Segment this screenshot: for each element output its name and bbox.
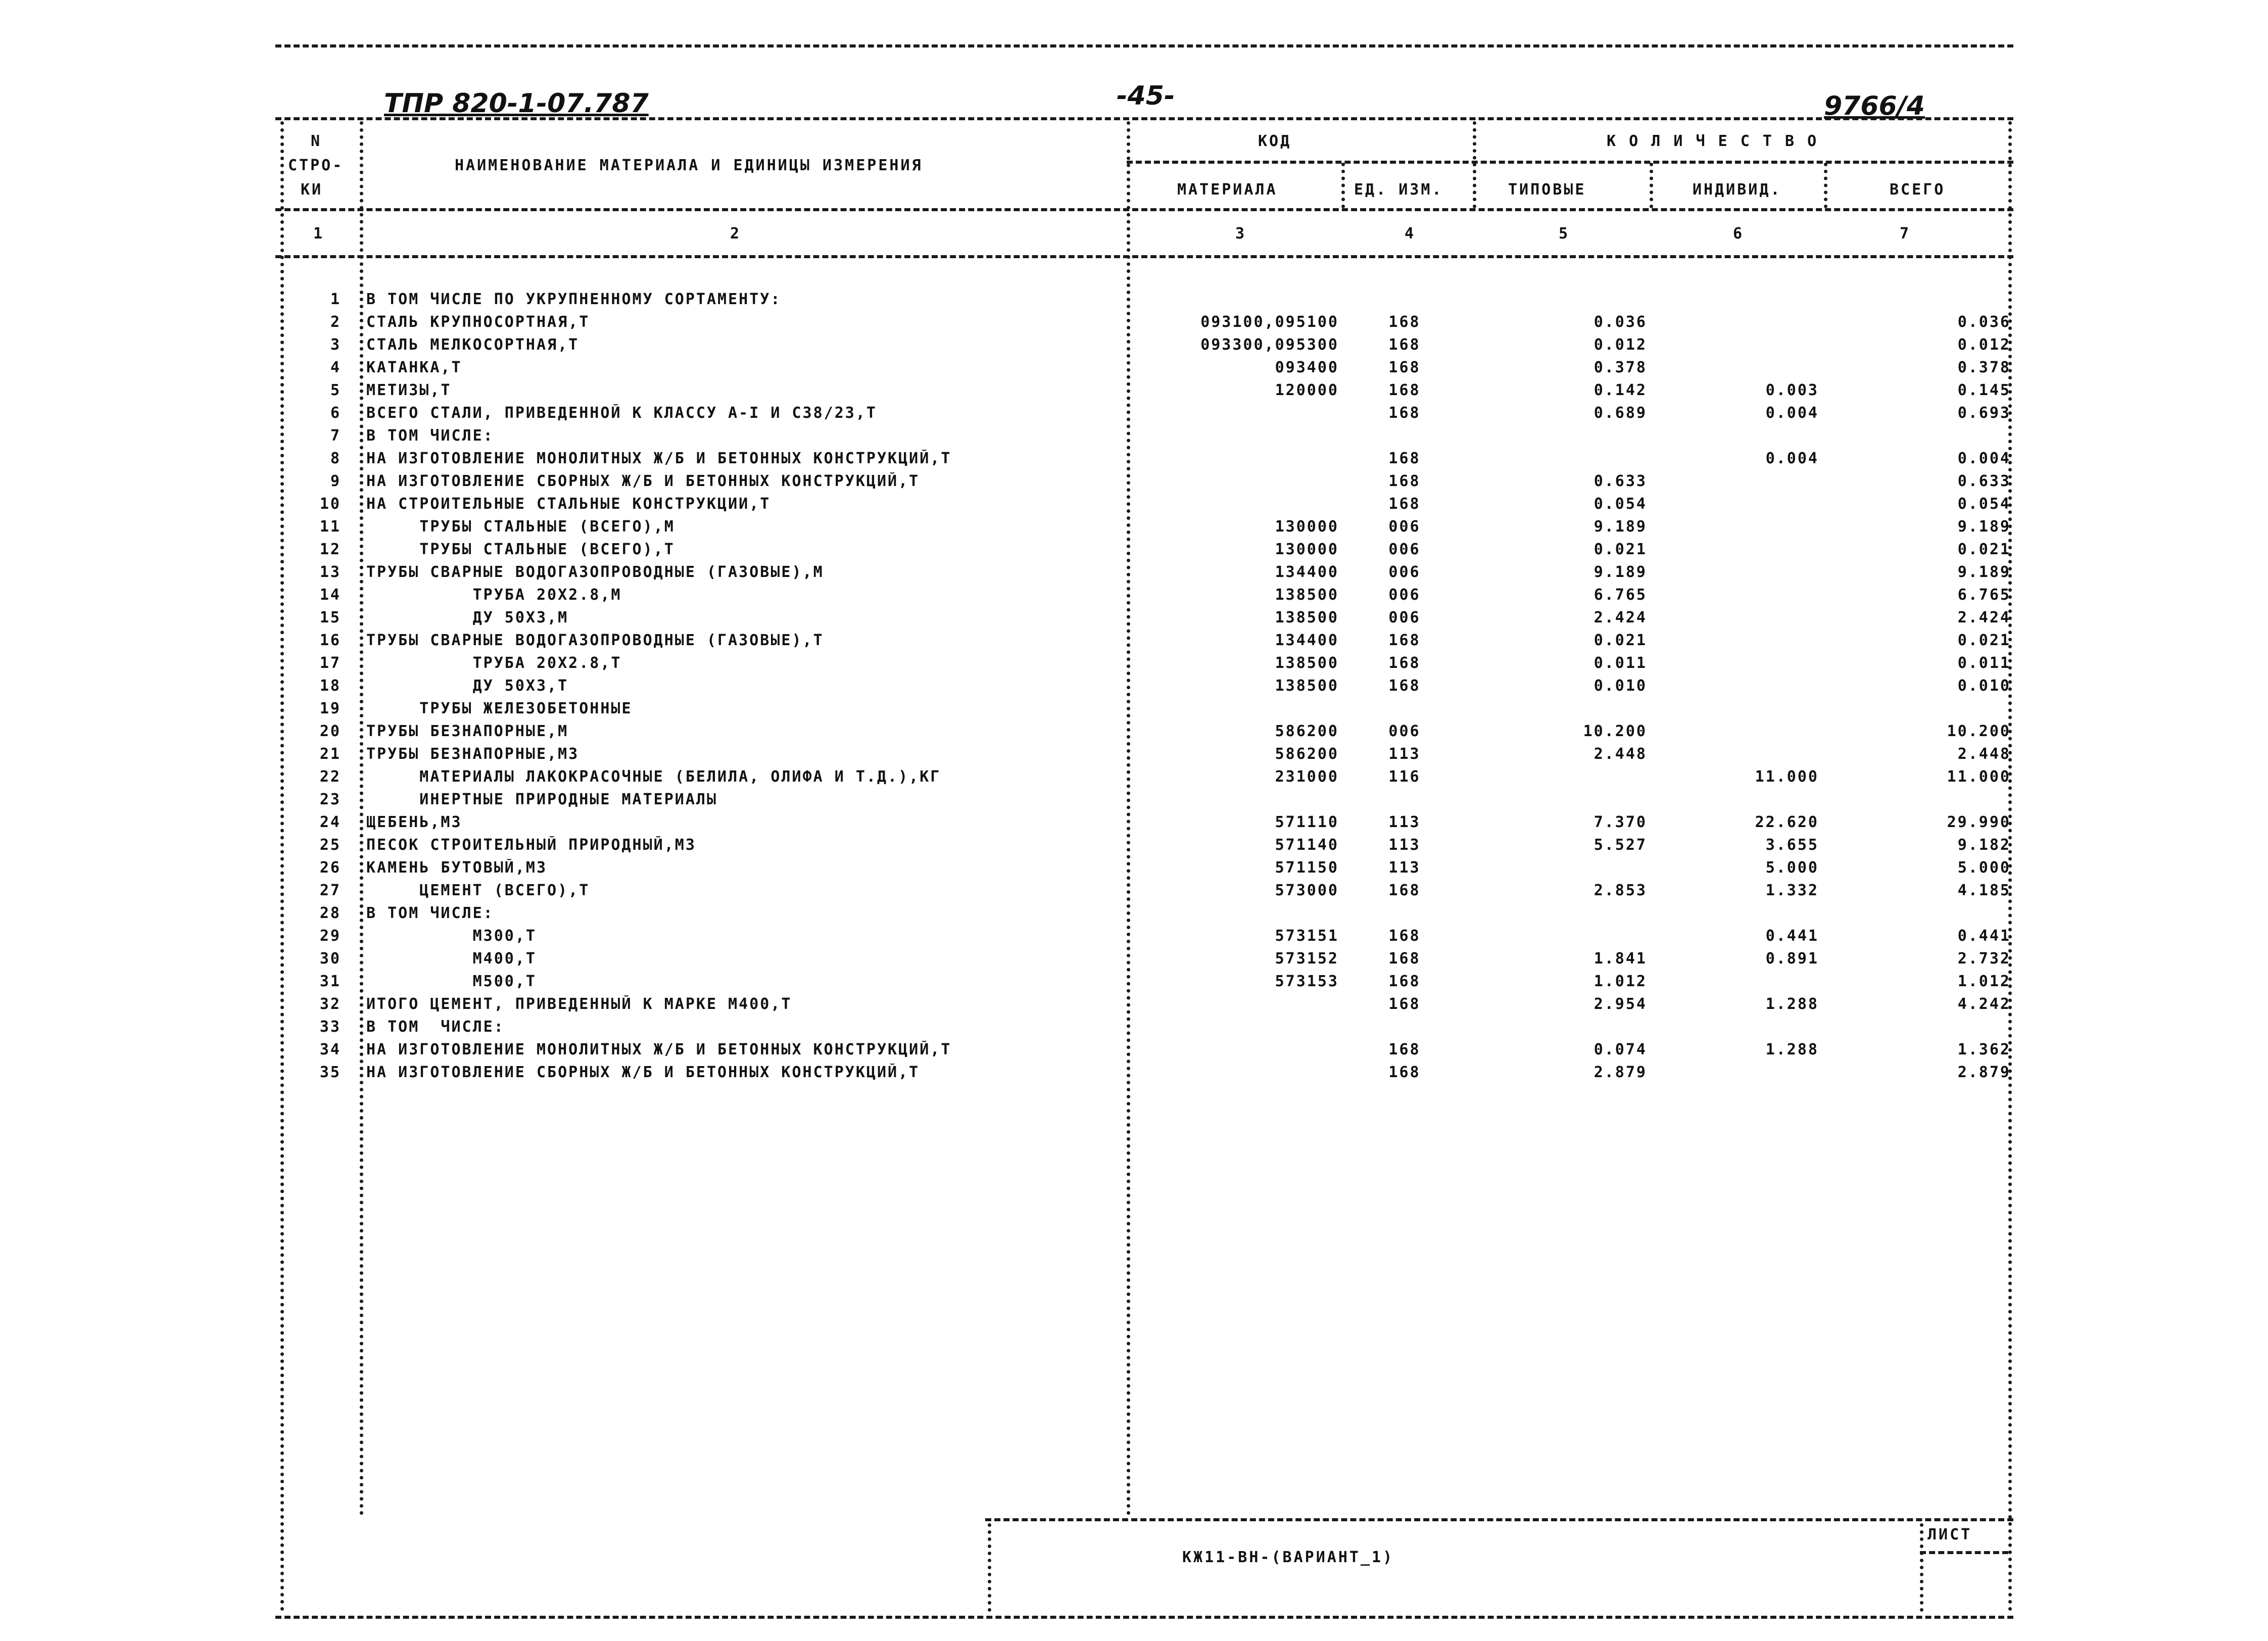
table-row: 7 В ТОМ ЧИСЛЕ: xyxy=(330,427,494,445)
column-number-7: 7 xyxy=(1900,225,1911,243)
heading-material-name: НАИМЕНОВАНИЕ МАТЕРИАЛА И ЕДИНИЦЫ ИЗМЕРЕНИЯ xyxy=(455,157,923,174)
colnum-rule xyxy=(275,255,2013,258)
page-number: -45- xyxy=(1117,81,1175,111)
table-row: 10 НА СТРОИТЕЛЬНЫЕ СТАЛЬНЫЕ КОНСТРУКЦИИ,Т 168 0.054 0.054 xyxy=(319,495,2011,513)
table-row: 9 НА ИЗГОТОВЛЕНИЕ СБОРНЫХ Ж/Б И БЕТОННЫХ КОНСТРУКЦИЙ,Т 168 0.633 0.633 xyxy=(330,472,2011,490)
individual-head-divider xyxy=(1650,163,1653,208)
table-row: 1 В ТОМ ЧИСЛЕ ПО УКРУПНЕННОМУ СОРТАМЕНТУ: xyxy=(330,291,782,308)
table-row: 26 КАМЕНЬ БУТОВЫЙ,М3 571150 113 5.000 5.000 xyxy=(319,859,2011,877)
table-row: 30 М400,Т 573152 168 1.841 0.891 2.732 xyxy=(319,950,2011,968)
table-row: 19 ТРУБЫ ЖЕЛЕЗОБЕТОННЫЕ xyxy=(319,700,633,717)
sheet-label: ЛИСТ xyxy=(1927,1526,1972,1543)
column-number-5: 5 xyxy=(1559,225,1570,243)
column-number-1: 1 xyxy=(313,225,325,243)
heading-row-number-1: N xyxy=(311,132,322,150)
table-row: 32 ИТОГО ЦЕМЕНТ, ПРИВЕДЕННЫЙ К МАРКЕ М400,Т 168 2.954 1.288 4.242 xyxy=(319,995,2011,1013)
heading-typical: ТИПОВЫЕ xyxy=(1508,181,1586,199)
table-row: 27 ЦЕМЕНТ (ВСЕГО),Т 573000 168 2.853 1.332 4.185 xyxy=(319,882,2011,899)
document-code: ТПР 820-1-07.787 xyxy=(384,88,649,119)
table-row: 6 ВСЕГО СТАЛИ, ПРИВЕДЕННОЙ К КЛАССУ А-I И С38/23,Т 168 0.689 0.004 0.693 xyxy=(330,404,2011,422)
column-number-3: 3 xyxy=(1235,225,1247,243)
table-row: 5 МЕТИЗЫ,Т 120000 168 0.142 0.003 0.145 xyxy=(330,381,2011,399)
heading-quantity: К О Л И Ч Е С Т В О xyxy=(1607,132,1819,150)
heading-individual: ИНДИВИД. xyxy=(1693,181,1782,199)
heading-code: КОД xyxy=(1258,132,1292,150)
heading-row-number-2: СТРО- xyxy=(288,157,344,174)
table-row: 22 МАТЕРИАЛЫ ЛАКОКРАСОЧНЫЕ (БЕЛИЛА, ОЛИФА И Т.Д.),КГ 231000 116 11.000 11.000 xyxy=(319,768,2011,786)
heading-row-number-3: КИ xyxy=(301,181,323,199)
heading-total: ВСЕГО xyxy=(1890,181,1946,199)
table-row: 24 ЩЕБЕНЬ,М3 571110 113 7.370 22.620 29.990 xyxy=(319,813,2011,831)
colhead-rule xyxy=(275,208,2013,211)
table-row: 18 ДУ 50Х3,Т 138500 168 0.010 0.010 xyxy=(319,677,2011,695)
stamp-left-divider xyxy=(988,1523,991,1612)
code-subrule xyxy=(1127,161,2013,164)
table-row: 34 НА ИЗГОТОВЛЕНИЕ МОНОЛИТНЫХ Ж/Б И БЕТОННЫХ КОНСТРУКЦИЙ,Т 168 0.074 1.288 1.362 xyxy=(319,1041,2011,1058)
column-number-4: 4 xyxy=(1405,225,1416,243)
table-row: 33 В ТОМ ЧИСЛЕ: xyxy=(319,1018,505,1036)
table-row: 11 ТРУБЫ СТАЛЬНЫЕ (ВСЕГО),М 130000 006 9.189 9.189 xyxy=(319,518,2011,536)
top-border xyxy=(275,44,2013,47)
bottom-border xyxy=(275,1616,2013,1619)
table-row: 25 ПЕСОК СТРОИТЕЛЬНЫЙ ПРИРОДНЫЙ,М3 571140 113 5.527 3.655 9.182 xyxy=(319,836,2011,854)
sheet-cell-divider xyxy=(1920,1523,1923,1612)
stamp-top-rule xyxy=(985,1518,2013,1521)
typical-head-divider xyxy=(1473,121,1476,208)
table-row: 8 НА ИЗГОТОВЛЕНИЕ МОНОЛИТНЫХ Ж/Б И БЕТОННЫХ КОНСТРУКЦИЙ,Т 168 0.004 0.004 xyxy=(330,450,2011,467)
stamp-drawing-code: КЖ11-ВН-(ВАРИАНТ_1) xyxy=(1182,1549,1394,1566)
table-row: 21 ТРУБЫ БЕЗНАПОРНЫЕ,М3 586200 113 2.448 2.448 xyxy=(319,745,2011,763)
column-number-6: 6 xyxy=(1733,225,1745,243)
table-row: 2 СТАЛЬ КРУПНОСОРТНАЯ,Т 093100,095100 168 0.036 0.036 xyxy=(330,313,2011,331)
table-row: 31 М500,Т 573153 168 1.012 1.012 xyxy=(319,973,2011,990)
table-row: 20 ТРУБЫ БЕЗНАПОРНЫЕ,М 586200 006 10.200 10.200 xyxy=(319,722,2011,740)
table-row: 13 ТРУБЫ СВАРНЫЕ ВОДОГАЗОПРОВОДНЫЕ (ГАЗОВЫЕ),М 134400 006 9.189 9.189 xyxy=(319,563,2011,581)
total-head-divider xyxy=(1824,163,1827,208)
table-row: 35 НА ИЗГОТОВЛЕНИЕ СБОРНЫХ Ж/Б И БЕТОННЫХ КОНСТРУКЦИЙ,Т 168 2.879 2.879 xyxy=(319,1064,2011,1081)
table-row: 3 СТАЛЬ МЕЛКОСОРТНАЯ,Т 093300,095300 168 0.012 0.012 xyxy=(330,336,2011,354)
table-row: 15 ДУ 50Х3,М 138500 006 2.424 2.424 xyxy=(319,609,2011,626)
heading-code-material: МАТЕРИАЛА xyxy=(1177,181,1278,199)
table-row: 16 ТРУБЫ СВАРНЫЕ ВОДОГАЗОПРОВОДНЫЕ (ГАЗОВЫЕ),Т 134400 168 0.021 0.021 xyxy=(319,632,2011,649)
sheet-reference: 9766/4 xyxy=(1824,91,1925,121)
table-row: 23 ИНЕРТНЫЕ ПРИРОДНЫЕ МАТЕРИАЛЫ xyxy=(319,791,718,808)
table-row: 12 ТРУБЫ СТАЛЬНЫЕ (ВСЕГО),Т 130000 006 0.021 0.021 xyxy=(319,541,2011,558)
table-row: 17 ТРУБА 20Х2.8,Т 138500 168 0.011 0.011 xyxy=(319,654,2011,672)
column-number-2: 2 xyxy=(730,225,742,243)
heading-code-unit: ЕД. ИЗМ. xyxy=(1354,181,1443,199)
table-row: 29 М300,Т 573151 168 0.441 0.441 xyxy=(319,927,2011,945)
table-row: 4 КАТАНКА,Т 093400 168 0.378 0.378 xyxy=(330,359,2011,376)
table-row: 14 ТРУБА 20Х2.8,М 138500 006 6.765 6.765 xyxy=(319,586,2011,604)
sheet-label-rule xyxy=(1920,1551,2008,1554)
table-row: 28 В ТОМ ЧИСЛЕ: xyxy=(319,904,494,922)
unit-head-divider xyxy=(1341,163,1345,208)
